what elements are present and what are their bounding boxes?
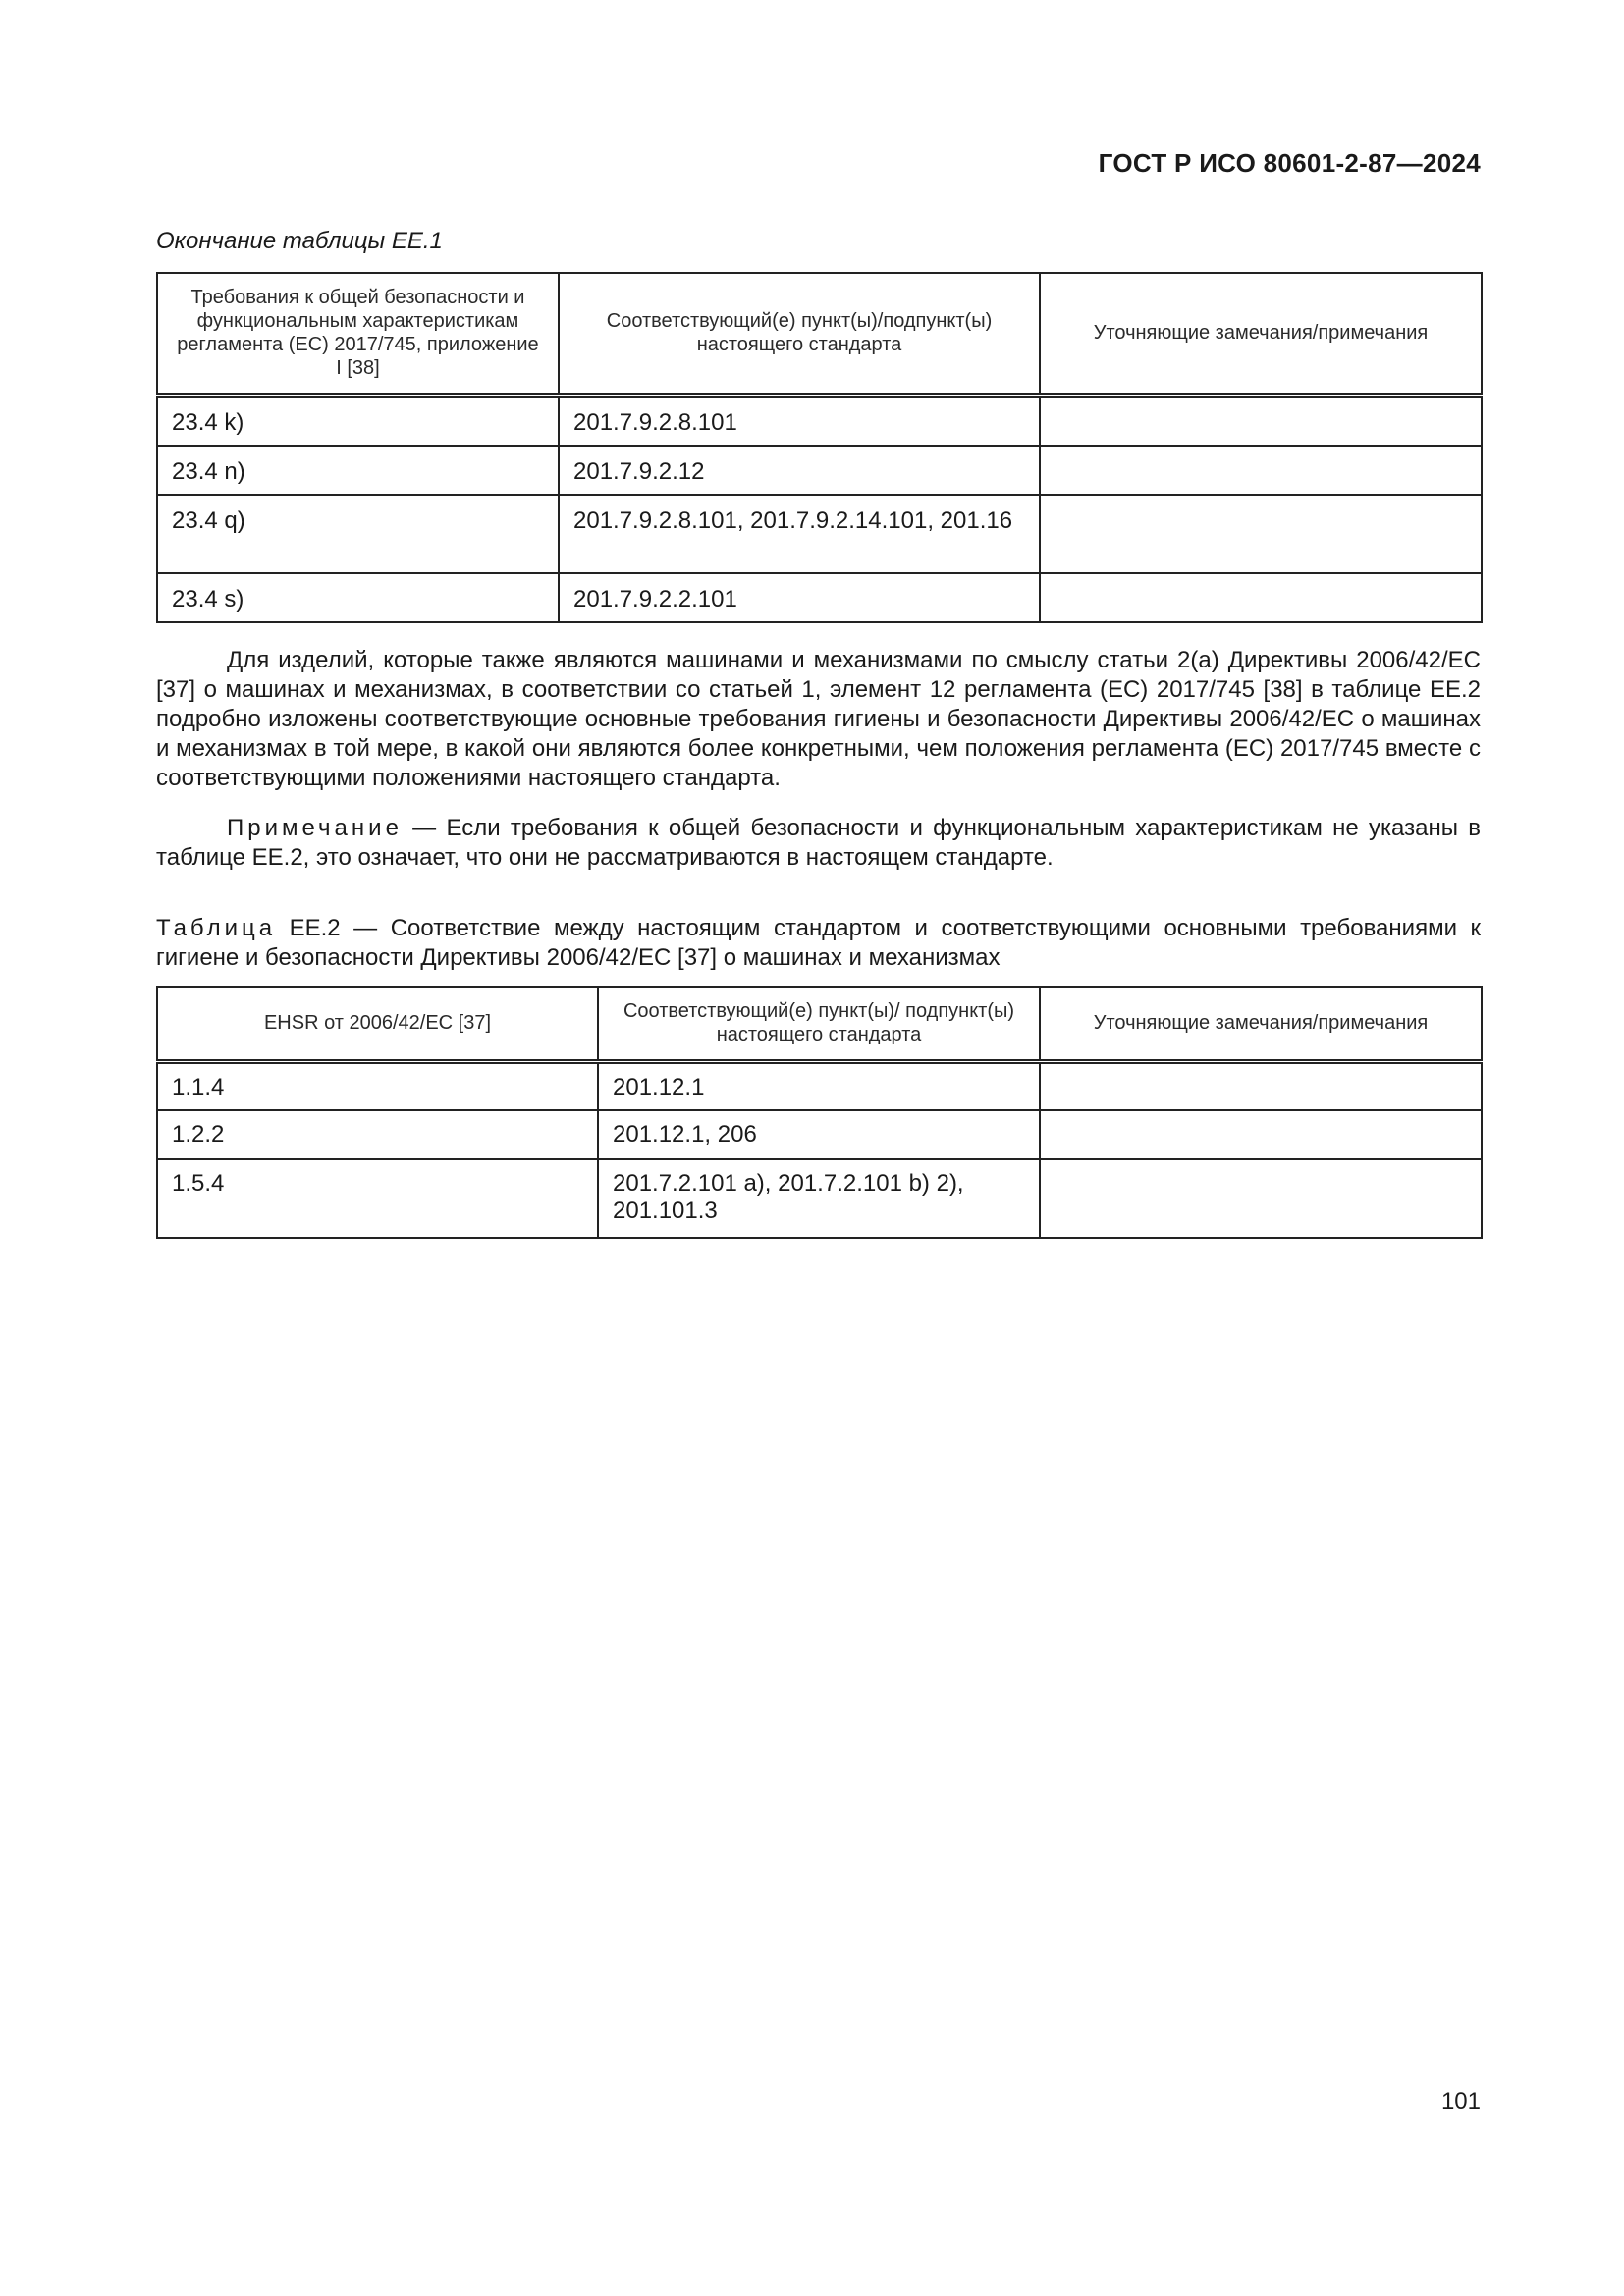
table-cell: 201.12.1, 206 [598, 1110, 1040, 1159]
page-number: 101 [1440, 2088, 1481, 2114]
table-row [157, 395, 1482, 446]
table-row [157, 1061, 1482, 1110]
table-cell [1040, 495, 1482, 573]
table2-header-clauses: Соответствующий(е) пункт(ы)/ подпункт(ы) настоящего стандарта [598, 987, 1040, 1061]
table1-header-requirements: Требования к общей безопасности и функциональным характеристикам регламента (ЕС) 2017/745, приложение I [38] [157, 273, 559, 395]
table-cell: 1.5.4 [157, 1159, 598, 1238]
table-cell: 23.4 q) [157, 495, 559, 573]
note-label: Примечание [227, 815, 403, 841]
table-cell [1040, 446, 1482, 495]
note-paragraph [156, 814, 1481, 873]
body-paragraph: Для изделий, которые также являются машинами и механизмами по смыслу статьи 2(a) Директивы 2006/42/EC [37] о машинах и механизмах, в соответствии со статьей 1, элемент 12 регламента (ЕС) 2017/745 [38] в таблице ЕЕ.2 подробно изложены соответствующие основные требования гигиены и безопасности Директивы 2006/42/EC о машинах и механизмах в той мере, в какой они являются более конкретными, чем положения регламента (ЕС) 2017/745 вместе с соответствующими положениями настоящего стандарта. [156, 647, 1481, 791]
table-row [157, 446, 1482, 495]
table-cell: 201.7.9.2.8.101, 201.7.9.2.14.101, 201.16 [559, 495, 1040, 573]
table1-header-clauses: Соответствующий(е) пункт(ы)/подпункт(ы) настоящего стандарта [559, 273, 1040, 395]
table-cell [1040, 1061, 1482, 1110]
table-cell: 201.12.1 [598, 1061, 1040, 1110]
table-cell: 23.4 k) [157, 395, 559, 446]
table-cell: 201.7.2.101 a), 201.7.2.101 b) 2), 201.101.3 [598, 1159, 1040, 1238]
table-ee1-end [156, 272, 1483, 623]
table-cell [1040, 1159, 1482, 1238]
table-row [157, 495, 1482, 573]
table-cell: 201.7.9.2.8.101 [559, 395, 1040, 446]
table-row [157, 1110, 1482, 1159]
table-cell: 1.2.2 [157, 1110, 598, 1159]
table-ee2 [156, 986, 1483, 1239]
note-text: — Если требования к общей безопасности и функциональным характеристикам не указаны в таблице ЕЕ.2, это означает, что они не рассматриваются в настоящем стандарте. [156, 815, 1481, 871]
table-cell: 23.4 s) [157, 573, 559, 622]
table-cell [1040, 573, 1482, 622]
table2-title-label: Таблица [156, 915, 277, 941]
table1-caption: Окончание таблицы EE.1 [156, 228, 443, 254]
table-cell: 23.4 n) [157, 446, 559, 495]
table-cell: 1.1.4 [157, 1061, 598, 1110]
table2-title [156, 914, 1481, 973]
table-row [157, 1159, 1482, 1238]
table-cell: 201.7.9.2.12 [559, 446, 1040, 495]
table-row [157, 573, 1482, 622]
document-header: ГОСТ Р ИСО 80601-2-87—2024 [1098, 148, 1481, 178]
table2-header-remarks: Уточняющие замечания/примечания [1040, 987, 1482, 1061]
table2-header-ehsr: EHSR от 2006/42/EC [37] [157, 987, 598, 1061]
table1-header-remarks: Уточняющие замечания/примечания [1040, 273, 1482, 395]
table-cell [1040, 395, 1482, 446]
table-cell [1040, 1110, 1482, 1159]
table-cell: 201.7.9.2.2.101 [559, 573, 1040, 622]
table2-title-text: ЕЕ.2 — Соответствие между настоящим стандартом и соответствующими основными требованиями к гигиене и безопасности Директивы 2006/42/EC [37] о машинах и механизмах [156, 915, 1481, 971]
